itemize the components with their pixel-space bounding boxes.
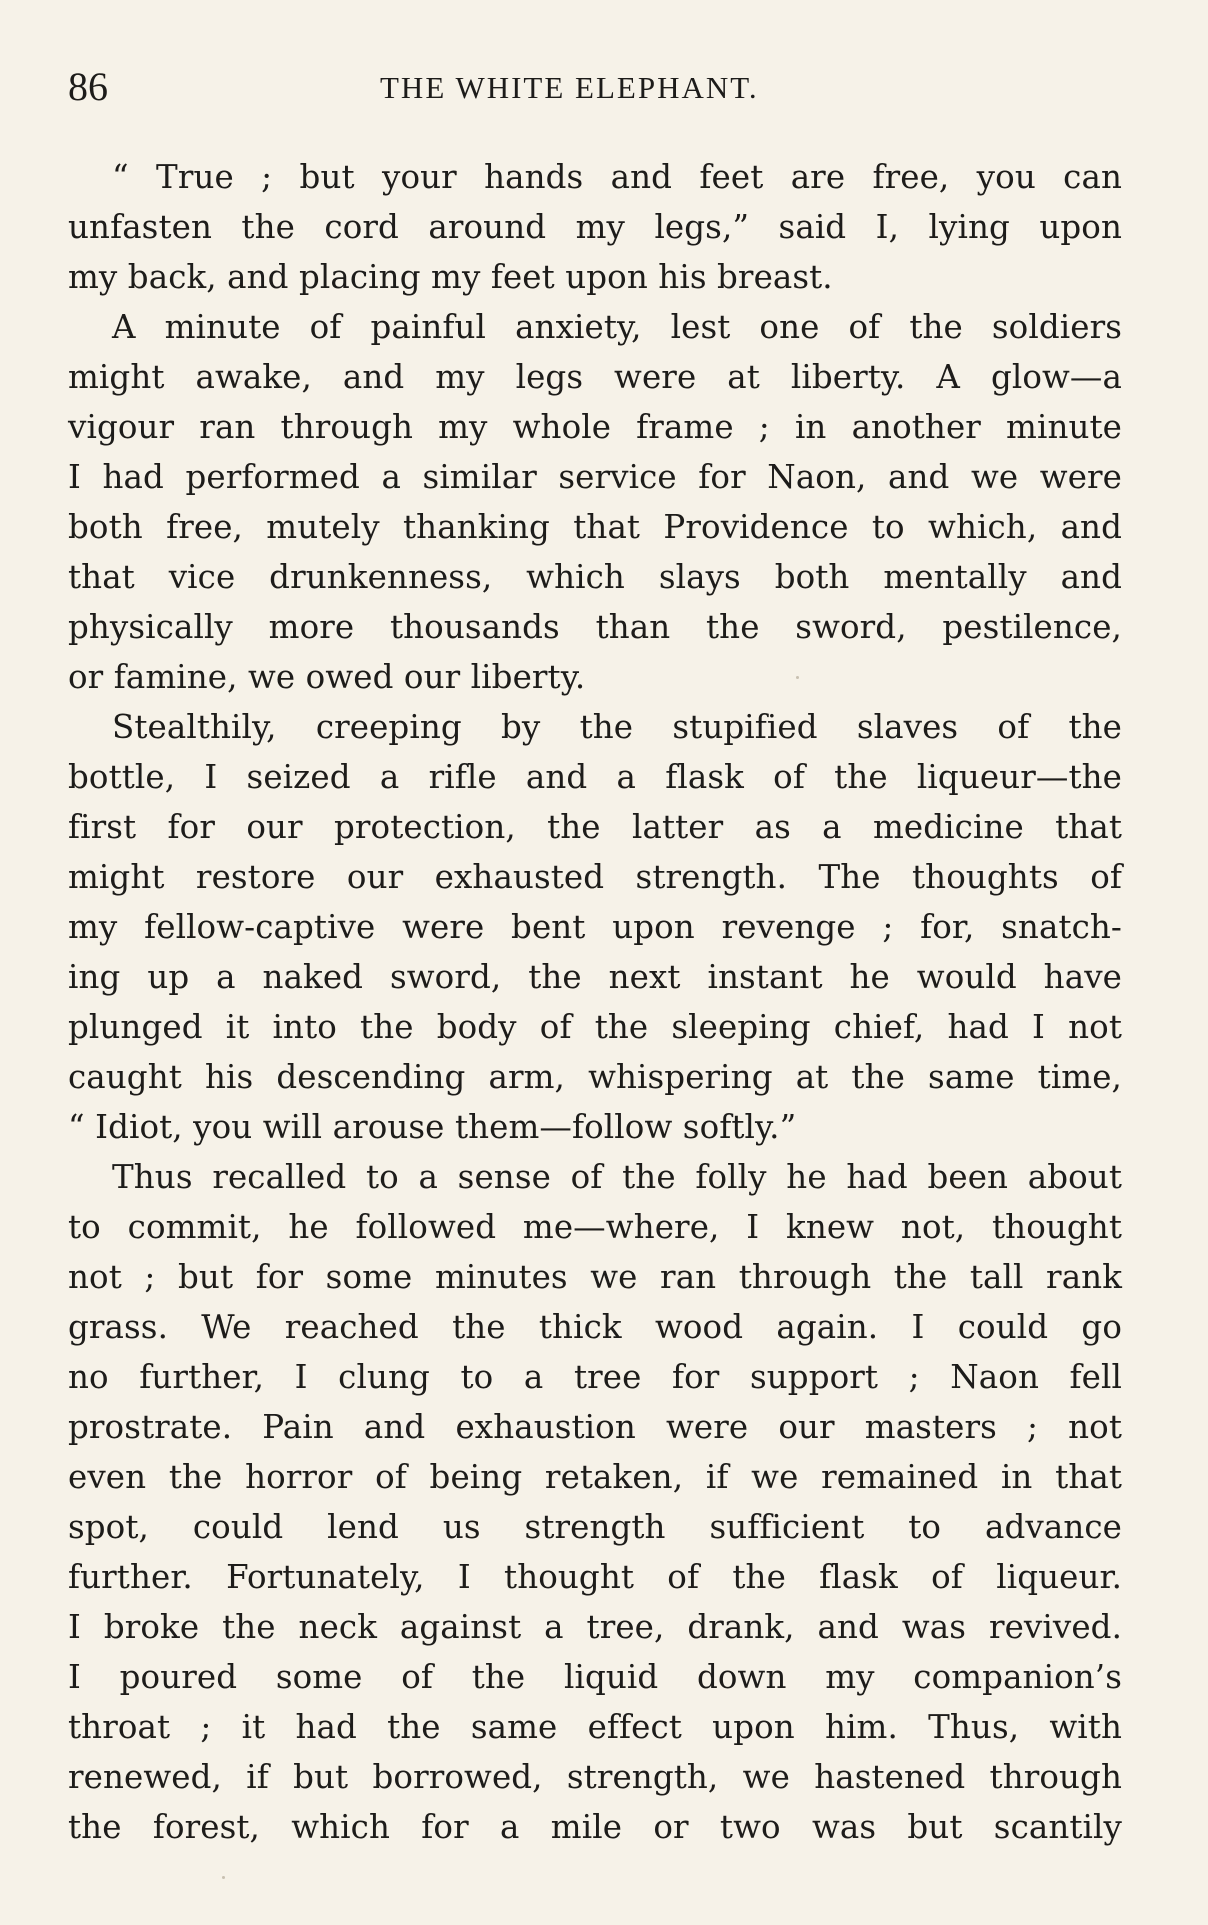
- text-line: unfasten the cord around my legs,” said I, lying upon: [68, 208, 1122, 246]
- paper-speck: [222, 1876, 225, 1879]
- text-line: I poured some of the liquid down my companion’s: [68, 1658, 1122, 1696]
- page-header: [68, 62, 1136, 112]
- text-line: even the horror of being retaken, if we remained in that: [68, 1458, 1122, 1496]
- text-line: plunged it into the body of the sleeping chief, had I not: [68, 1008, 1122, 1046]
- body-text: [68, 152, 1122, 1852]
- text-line: ing up a naked sword, the next instant he would have: [68, 958, 1122, 996]
- text-line: I had performed a similar service for Naon, and we were: [68, 458, 1122, 496]
- text-line: vigour ran through my whole frame ; in another minute: [68, 408, 1122, 446]
- text-line: no further, I clung to a tree for support ; Naon fell: [68, 1358, 1122, 1396]
- text-line: my back, and placing my feet upon his breast.: [68, 258, 833, 296]
- text-line: renewed, if but borrowed, strength, we hastened through: [68, 1758, 1122, 1796]
- text-line: both free, mutely thanking that Providence to which, and: [68, 508, 1122, 546]
- page-number: 86: [68, 64, 108, 109]
- text-line: might awake, and my legs were at liberty. A glow—a: [68, 358, 1122, 396]
- text-line: Thus recalled to a sense of the folly he had been about: [112, 1158, 1122, 1196]
- text-line: grass. We reached the thick wood again. I could go: [68, 1308, 1122, 1346]
- text-line: might restore our exhausted strength. The thoughts of: [68, 858, 1122, 896]
- text-line: caught his descending arm, whispering at the same time,: [68, 1058, 1122, 1096]
- text-line: spot, could lend us strength sufficient to advance: [68, 1508, 1122, 1546]
- paragraph-4: [68, 1152, 1122, 1852]
- text-line: the forest, which for a mile or two was but scantily: [68, 1808, 1122, 1846]
- paper-speck: [796, 676, 799, 679]
- text-line: I broke the neck against a tree, drank, and was revived.: [68, 1608, 1122, 1646]
- paragraph-1: [68, 152, 1122, 302]
- text-line: not ; but for some minutes we ran through the tall rank: [68, 1258, 1122, 1296]
- text-line: first for our protection, the latter as a medicine that: [68, 808, 1122, 846]
- paragraph-2: [68, 302, 1122, 702]
- text-line: that vice drunkenness, which slays both mentally and: [68, 558, 1122, 596]
- text-line: my fellow-captive were bent upon revenge ; for, snatch-: [68, 908, 1122, 946]
- text-line: “ True ; but your hands and feet are free, you can: [112, 158, 1122, 196]
- running-head: THE WHITE ELEPHANT.: [380, 70, 759, 105]
- text-line: further. Fortunately, I thought of the flask of liqueur.: [68, 1558, 1122, 1596]
- text-line: physically more thousands than the sword, pestilence,: [68, 608, 1122, 646]
- text-line: prostrate. Pain and exhaustion were our masters ; not: [68, 1408, 1122, 1446]
- text-line: Stealthily, creeping by the stupified slaves of the: [112, 708, 1122, 746]
- text-line: bottle, I seized a rifle and a flask of the liqueur—the: [68, 758, 1122, 796]
- paragraph-3: [68, 702, 1122, 1152]
- text-line: “ Idiot, you will arouse them—follow softly.”: [68, 1108, 797, 1146]
- text-line: A minute of painful anxiety, lest one of the soldiers: [112, 308, 1122, 346]
- text-line: throat ; it had the same effect upon him. Thus, with: [68, 1708, 1122, 1746]
- text-line: to commit, he followed me—where, I knew not, thought: [68, 1208, 1122, 1246]
- text-line: or famine, we owed our liberty.: [68, 658, 586, 696]
